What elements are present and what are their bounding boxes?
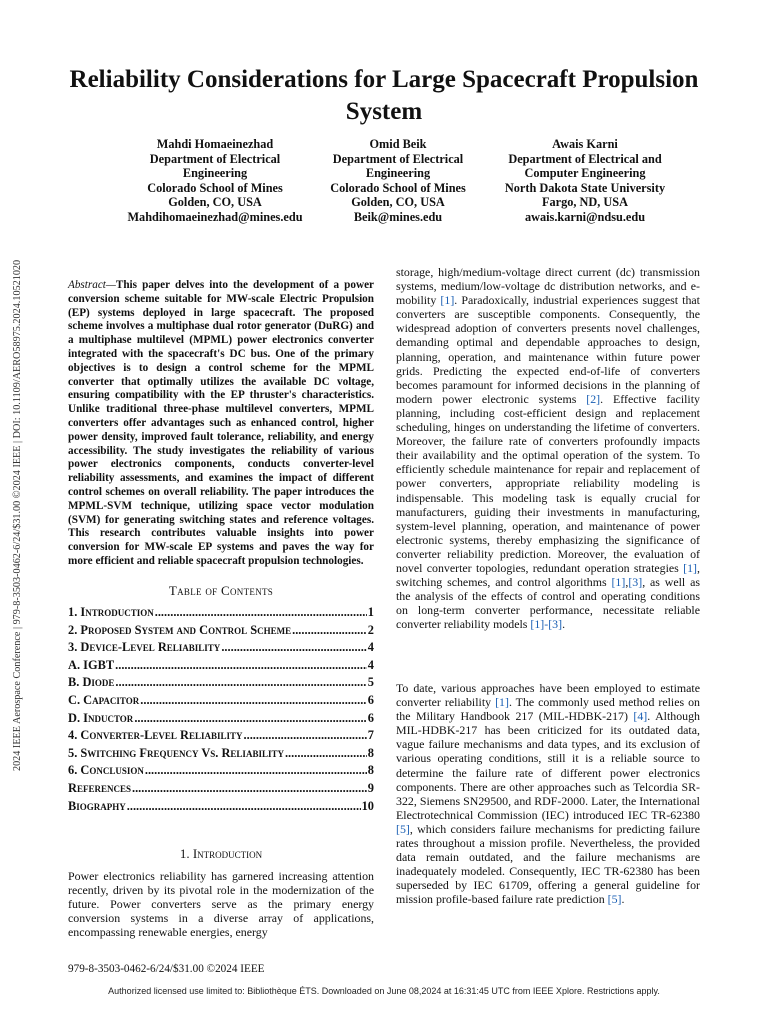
author-name: Awais Karni (552, 137, 618, 151)
author-name: Mahdi Homaeinezhad (156, 137, 274, 151)
body-text: . (562, 617, 566, 632)
license-notice: Authorized licensed use limited to: Bibliothèque ÉTS. Downloaded on June 08,2024 at 16:31:45 UTC from IEEE Xplore. Restrictions apply. (108, 986, 660, 996)
toc-item[interactable] (68, 799, 374, 817)
author-block-1 (100, 137, 330, 225)
body-text: . Although MIL-HDBK-217 has been criticized for its outdated data, vague failure mechanisms and data types, and its exclusion of various operating conditions, still it is a reliable source to determine the failure rate of different power electronics components. There are other approaches such as Telcordia SR-322, Siemens SN29500, and RDF-2000. Later, the International Electrotechnical Commission (IEC) introduced IEC TR-62380 (396, 709, 700, 822)
toc-item-label: 3. Device-Level Reliability (68, 640, 221, 655)
table-of-contents (68, 605, 374, 816)
toc-item[interactable] (68, 675, 374, 693)
toc-item-page: 10 (361, 798, 374, 813)
author-department: Engineering (365, 166, 431, 181)
toc-leader-dots (132, 781, 367, 796)
toc-leader-dots (140, 693, 367, 708)
author-institution: Colorado School of Mines (147, 180, 283, 195)
toc-item[interactable] (68, 623, 374, 641)
right-column-paragraph-1 (396, 265, 700, 631)
body-text: , as well as the analysis of the effects of control and operating conditions on long-term converter performance, necessitate reliable converter reliability models (396, 575, 700, 632)
toc-item[interactable] (68, 693, 374, 711)
toc-item-page: 1 (367, 605, 374, 619)
toc-title: Table of Contents (168, 583, 274, 598)
toc-leader-dots (244, 728, 367, 743)
body-text: , (625, 575, 629, 590)
toc-item-page: 8 (367, 763, 374, 778)
author-location: Fargo, ND, USA (541, 195, 629, 210)
toc-leader-dots (221, 640, 366, 655)
right-column-paragraph-2 (396, 681, 700, 907)
toc-item-page: 5 (367, 675, 374, 690)
abstract-text: This paper delves into the development of a power conversion scheme suitable for MW-scale Electric Propulsion (EP) systems deployed in large spacecraft. The proposed scheme involves a multiphase dual rotor generator (DuRG) and a multiphase multilevel (MPML) power electronics converter integrated with the spacecraft's DC bus. One of the primary objectives is to design a control scheme for the MPML converter that optimally utilizes the available DC voltage, ensuring compatibility with the EP thruster's characteristics. Unlike traditional three-phase multilevel converters, MPML converters offer advantages such as enhanced control, higher power density, improved fault tolerance, reliability, and energy accessibility. The study investigates the reliability of various power electronics components, conducts converter-level reliability assessments, and examines the impact of different control schemes on overall reliability. The paper introduces the MPML-SVM technique, utilizing space vector modulation (SVM) for generating switching states and reference voltages. This research contributes valuable insights into power conversion for MW-scale EP systems and paves the way for more efficient and reliable spacecraft propulsion technologies. (68, 279, 374, 567)
toc-item-label: D. Inductor (68, 710, 134, 725)
toc-leader-dots (155, 605, 367, 620)
toc-item-label: 5. Switching Frequency Vs. Reliability (68, 745, 284, 760)
toc-item-label: C. Capacitor (68, 692, 140, 707)
author-email[interactable]: awais.karni@ndsu.edu (524, 209, 646, 224)
body-text: , switching schemes, and control algorithms (396, 560, 700, 590)
toc-item-label: B. Diode (68, 675, 115, 690)
author-department: Computer Engineering (524, 166, 646, 181)
author-department: Engineering (182, 166, 248, 181)
author-department: Department of Electrical and (508, 151, 662, 166)
citation-link[interactable]: [5] (396, 821, 410, 836)
copyright-footer: 979-8-3503-0462-6/24/$31.00 ©2024 IEEE (68, 963, 265, 975)
toc-item-page: 9 (367, 780, 374, 795)
toc-leader-dots (145, 763, 367, 778)
body-text: . The commonly used method relies on the Military Handbook 217 (MIL-HDBK-217) (396, 695, 700, 724)
toc-leader-dots (292, 623, 367, 638)
toc-item[interactable] (68, 640, 374, 658)
citation-link[interactable]: [1]-[3] (530, 617, 563, 632)
toc-item[interactable] (68, 763, 374, 781)
citation-link[interactable]: [1] (495, 695, 509, 710)
toc-item[interactable] (68, 658, 374, 676)
body-text: , which considers failure mechanisms for predicting failure rates throughout a mission profile. Nevertheless, the provided data remain outdated, and the failure mechanisms are inadequately modeled. Consequently, IEC TR-62380 has been superseded by IEC 61709, offering a general guideline for mission profile-based failure rate prediction (396, 821, 700, 907)
toc-leader-dots (285, 746, 367, 761)
toc-leader-dots (115, 658, 367, 673)
toc-item-page: 4 (367, 657, 374, 672)
author-name: Omid Beik (369, 137, 427, 151)
citation-link[interactable]: [3] (628, 575, 643, 590)
author-email[interactable]: Mahdihomaeinezhad@mines.edu (127, 209, 303, 224)
toc-leader-dots (134, 711, 366, 726)
toc-item-label: 6. Conclusion (68, 763, 144, 778)
body-text: To date, various approaches have been employed to estimate converter reliability (396, 681, 700, 710)
body-text: . Paradoxically, industrial experiences suggest that converters are susceptible components. Consequently, the widespread adoption of converters presents novel challenges, demanding optimal and dependable approaches to design, planning, operation, and maintenance within future power grids. Predicting the expected end-of-life of converters becomes paramount for informed decisions in the planning of modern power electronic systems (396, 293, 700, 406)
body-text: . Effective facility planning, including cost-efficient design and replacement scheduling, hinges on understanding the lifetime of converters. Moreover, the failure rate of converters profoundly impacts their availability and the optimal operation of the system. To efficiently schedule maintenance for repair and replacement of power converters, appropriate reliability modeling is indispensable. This modeling task is equally crucial for manufacturers, guiding their investments in manufacturing, system-level planning, operation, and maintenance of power electronic systems, thereby emphasizing the significance of converter reliability prediction. Moreover, the evaluation of novel converter topologies, redundant operation strategies (396, 391, 700, 575)
author-block-3 (480, 137, 690, 225)
toc-item-page: 7 (367, 728, 374, 743)
citation-link[interactable]: [1] (440, 293, 455, 308)
toc-item-page: 6 (367, 710, 374, 725)
toc-item-page: 4 (367, 640, 374, 655)
toc-item-label: 2. Proposed System and Control Scheme (68, 622, 292, 637)
toc-item[interactable] (68, 605, 374, 623)
intro-paragraph: Power electronics reliability has garnered increasing attention recently, driven by its pivotal role in the modernization of the future. Power converters serve as the primary energy conversion systems in a diverse array of applications, encompassing renewable energies, energy (68, 869, 374, 940)
abstract (68, 279, 374, 569)
toc-leader-dots (115, 675, 366, 690)
paper-title: Reliability Considerations for Large Spacecraft Propulsion System (69, 66, 699, 125)
section-heading-introduction: 1. Introduction (179, 846, 263, 861)
body-text: . (621, 892, 625, 907)
toc-item-label: A. IGBT (68, 657, 115, 672)
toc-item-label: 4. Converter-Level Reliability (68, 728, 243, 743)
toc-item-label: References (68, 780, 131, 795)
toc-item-label: Biography (68, 798, 126, 813)
toc-item-page: 6 (367, 692, 374, 707)
toc-item-page: 2 (367, 622, 374, 637)
toc-item[interactable] (68, 728, 374, 746)
toc-item-label: 1. Introduction (68, 605, 154, 619)
citation-link[interactable]: [5] (607, 892, 622, 907)
author-department: Department of Electrical (332, 151, 464, 166)
author-block-2 (298, 137, 498, 225)
toc-item-page: 8 (367, 745, 374, 760)
author-institution: Colorado School of Mines (330, 180, 466, 195)
citation-link[interactable]: [4] (633, 709, 648, 724)
side-citation-note: 2024 IEEE Aerospace Conference | 979-8-3503-0462-6/24/$31.00 ©2024 IEEE | DOI: 10.1109/AERO58975.2024.10521020 (12, 259, 23, 771)
toc-item[interactable] (68, 746, 374, 764)
citation-link[interactable]: [2] (586, 391, 601, 406)
toc-leader-dots (127, 799, 361, 814)
author-department: Department of Electrical (149, 151, 281, 166)
citation-link[interactable]: [1] (611, 575, 626, 590)
author-email[interactable]: Beik@mines.edu (353, 209, 443, 224)
author-location: Golden, CO, USA (168, 195, 262, 210)
body-text: storage, high/medium-voltage direct current (dc) transmission systems, medium/low-voltage dc distribution networks, and e-mobility (396, 265, 700, 308)
abstract-label: Abstract— (68, 279, 116, 291)
toc-item[interactable] (68, 781, 374, 799)
toc-item[interactable] (68, 711, 374, 729)
author-institution: North Dakota State University (504, 180, 666, 195)
citation-link[interactable]: [1] (683, 560, 698, 575)
author-location: Golden, CO, USA (351, 195, 445, 210)
